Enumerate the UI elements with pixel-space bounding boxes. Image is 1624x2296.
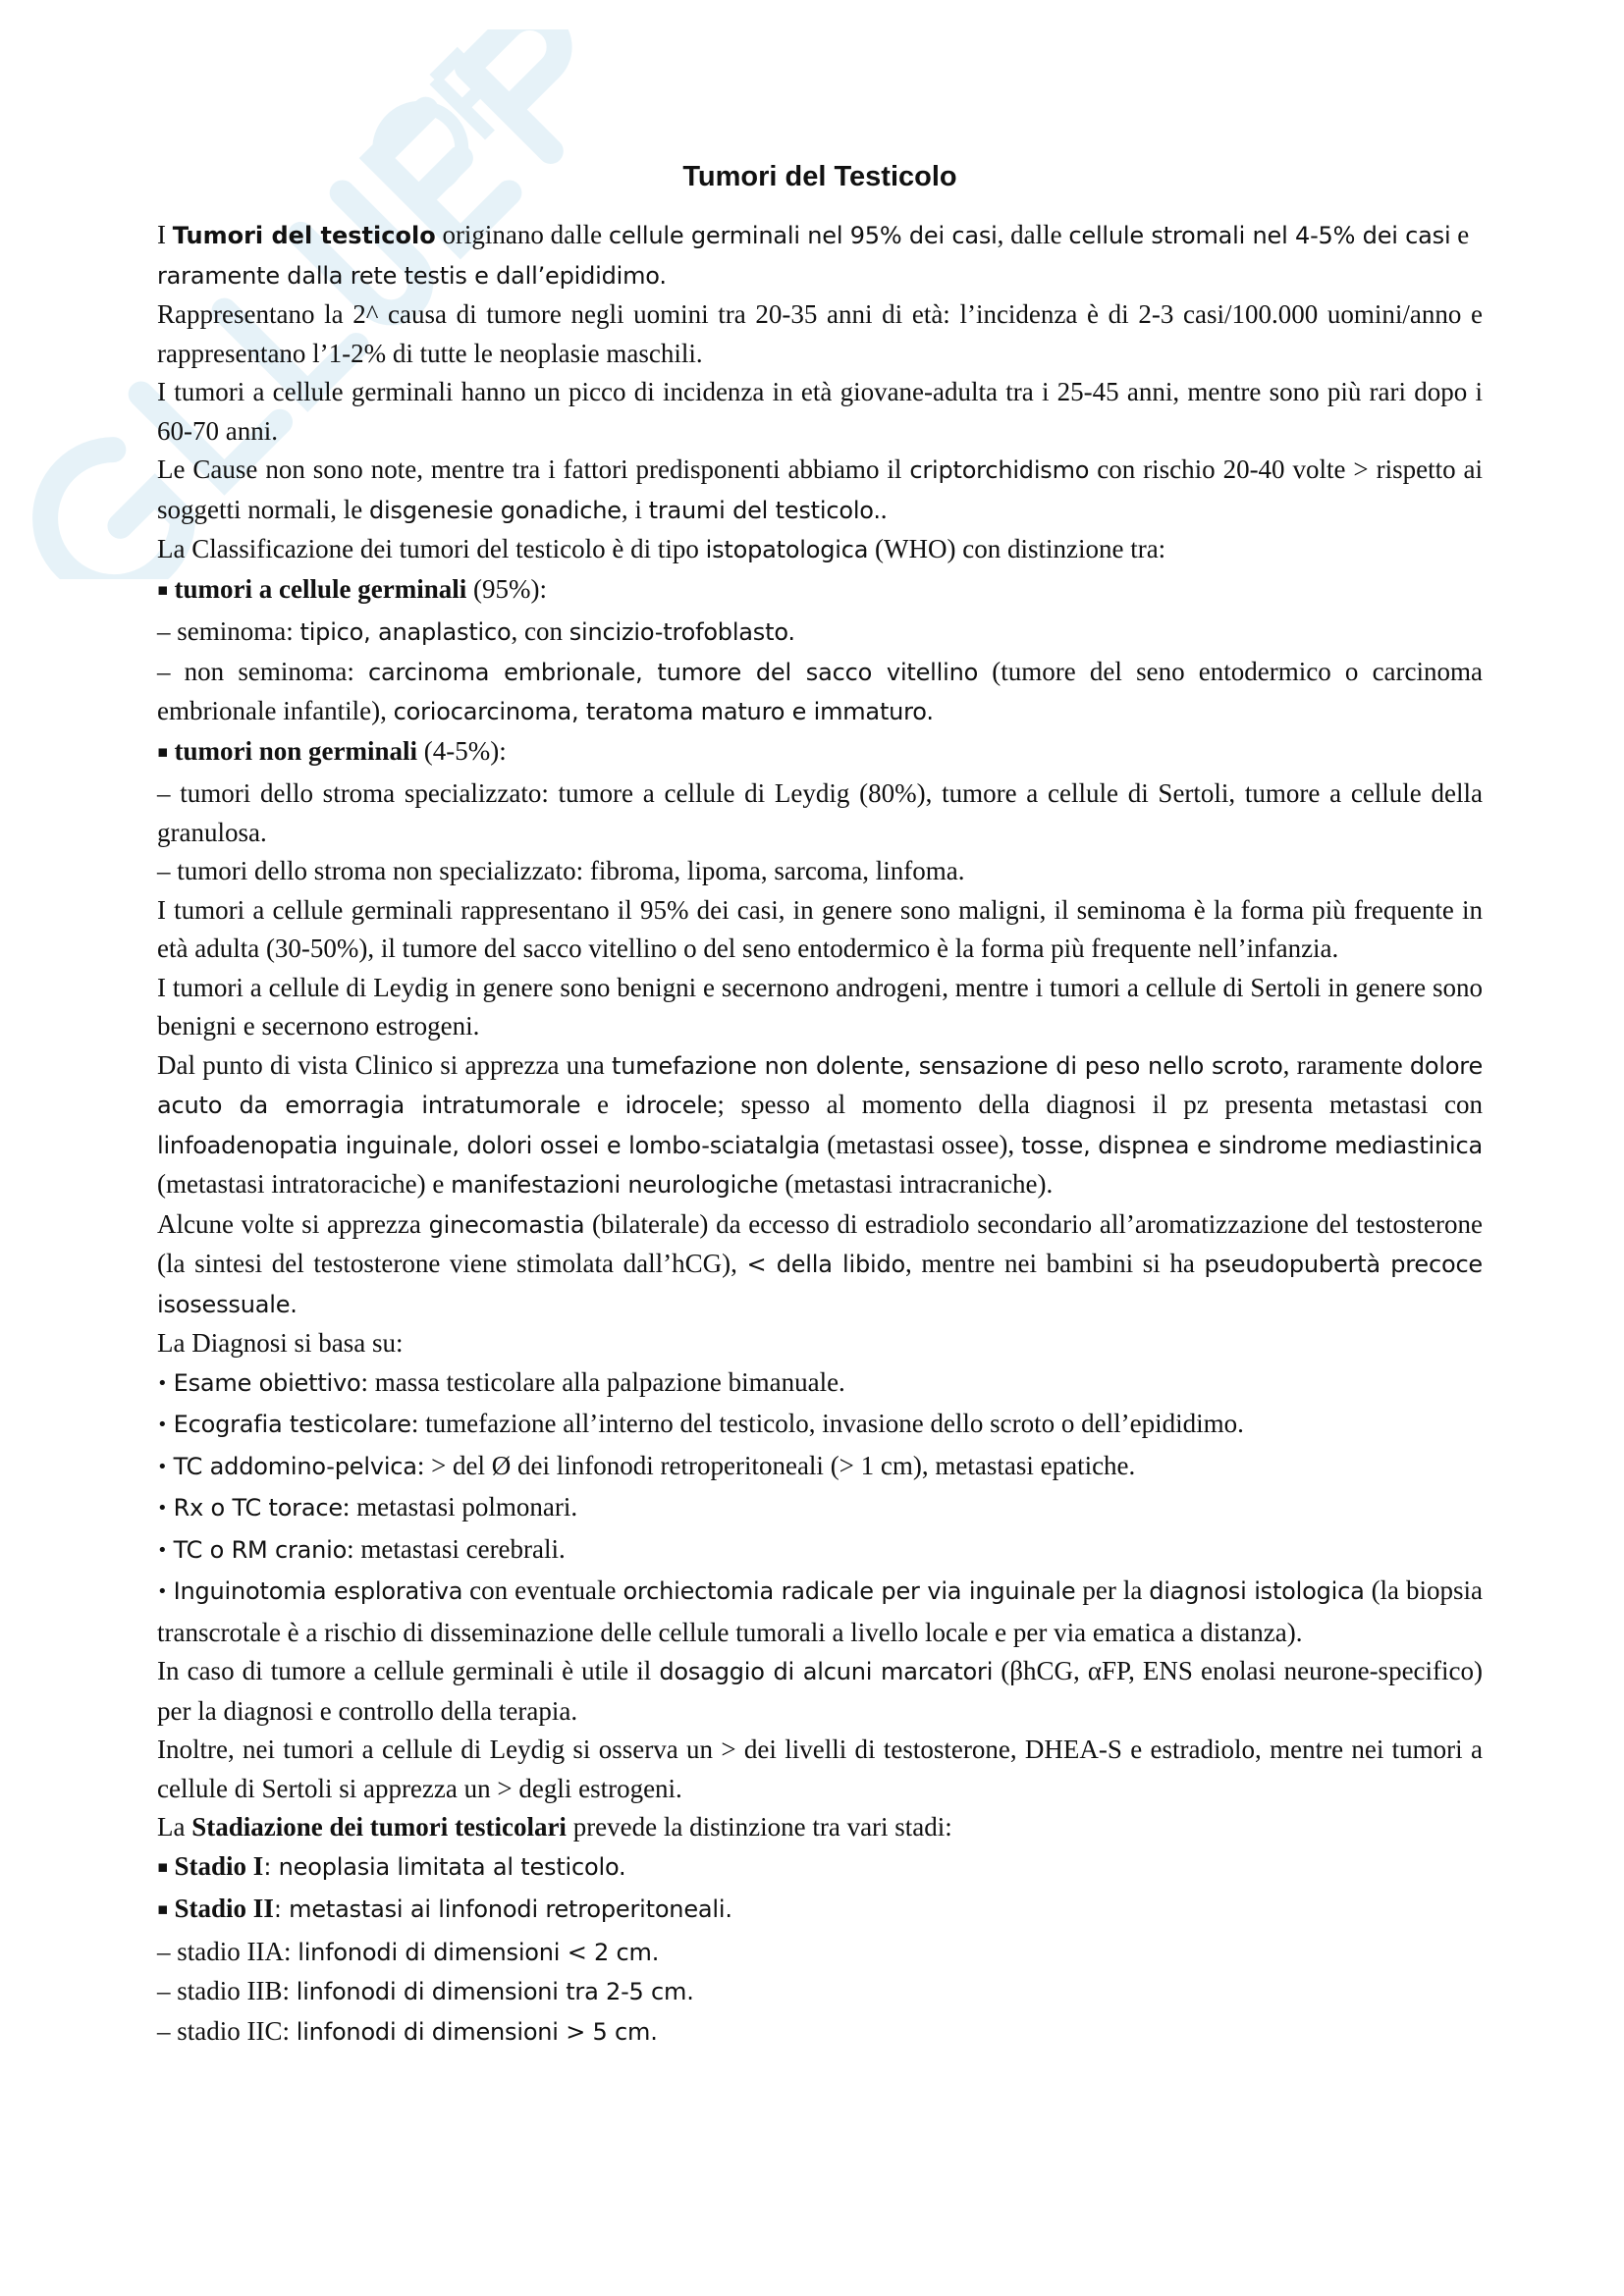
classification-paragraph	[157, 530, 1483, 570]
key-term: raramente dalla rete testis e dall’epididimo.	[157, 261, 667, 290]
text-run: Le Cause non sono note, mentre tra i fattori predisponenti abbiamo il	[157, 454, 910, 484]
age-peak-paragraph: I tumori a cellule germinali hanno un picco di incidenza in età giovane-adulta tra i 25-45 anni, mentre sono più rari dopo i 60-70 anni.	[157, 377, 1483, 446]
square-bullet-icon: ▪	[157, 741, 169, 762]
diagnosis-item	[157, 1488, 1483, 1530]
text-run: – non seminoma:	[157, 656, 369, 686]
text-run: (βhCG, αFP, ENS enolasi neurone-specifico) per la diagnosi e controllo della terapia.	[157, 1656, 1484, 1726]
key-term: Ecografia testicolare	[173, 1411, 411, 1438]
clinical-paragraph	[157, 1046, 1483, 1205]
text-run: In caso di tumore a cellule germinali è utile il	[157, 1656, 660, 1685]
square-bullet-icon: ▪	[157, 579, 169, 600]
list-heading: tumori a cellule germinali	[174, 573, 467, 604]
square-bullet-icon: ▪	[157, 1899, 169, 1919]
text-run: , con	[511, 616, 569, 646]
stage-label: Stadio II	[174, 1894, 274, 1923]
page-title: Tumori del Testicolo	[682, 161, 957, 192]
diagnosis-item	[157, 1530, 1483, 1573]
key-term: < della libido	[746, 1251, 906, 1278]
text-run: (WHO) con distinzione tra:	[868, 534, 1166, 563]
non-germ-heading	[157, 732, 1483, 775]
key-term: orchiectomia radicale per via inguinale	[623, 1577, 1076, 1605]
key-term: sincizio-trofoblasto.	[568, 618, 795, 646]
text-run: : metastasi polmonari.	[342, 1492, 578, 1522]
substage-text: linfonodi di dimensioni > 5 cm.	[296, 2017, 658, 2046]
text-run: I	[157, 220, 173, 249]
diagnosis-intro: La Diagnosi si basa su:	[157, 1328, 404, 1358]
seminoma-item	[157, 613, 1483, 653]
text-run: (la biopsia transcrotale è a rischio di disseminazione delle cellule tumorali a livello locale e per via ematica a distanza).	[157, 1575, 1483, 1647]
key-term: criptorchidismo	[909, 456, 1090, 484]
list-heading: tumori non germinali	[174, 735, 418, 766]
text-run: – seminoma:	[157, 616, 300, 646]
text-run: prevede la distinzione tra vari stadi:	[566, 1812, 952, 1842]
key-term: cellule stromali nel 4-5% dei casi	[1068, 222, 1451, 249]
key-term: tumefazione non dolente, sensazione di peso nello scroto	[611, 1051, 1283, 1080]
text-run: (metastasi intracraniche).	[778, 1169, 1054, 1199]
specialized-stroma-item: – tumori dello stroma specializzato: tumore a cellule di Leydig (80%), tumore a cellule di Sertoli, tumore a cellule della granulosa.	[157, 778, 1483, 847]
text-run: e	[1450, 220, 1470, 249]
text-run: e	[580, 1090, 625, 1119]
text-run: (bilaterale) da eccesso di estradiolo secondario all’aromatizzazione del testosterone (la sintesi del testosterone viene stimolata dall’hCG),	[157, 1208, 1484, 1278]
dot-bullet-icon: •	[157, 1372, 168, 1394]
intro-paragraph	[157, 216, 1483, 295]
text-run: : metastasi cerebrali.	[347, 1533, 566, 1564]
key-term: carcinoma embrionale, tumore del sacco vitellino	[368, 658, 979, 686]
text-run: , i	[621, 494, 649, 524]
document-body	[157, 157, 1483, 2052]
markers-paragraph	[157, 1652, 1483, 1731]
square-bullet-icon: ▪	[157, 1856, 169, 1877]
key-term: TC o RM cranio	[173, 1535, 348, 1564]
key-term: Rx o TC torace	[173, 1494, 343, 1522]
stage-text: : metastasi ai linfonodi retroperitoneali.	[273, 1896, 732, 1923]
key-term: linfoadenopatia inguinale, dolori ossei e lombo-sciatalgia	[157, 1131, 821, 1159]
diagnosis-item	[157, 1363, 1483, 1406]
key-term: dosaggio di alcuni marcatori	[659, 1658, 994, 1685]
diagnosis-item	[157, 1405, 1483, 1447]
causes-paragraph	[157, 451, 1483, 530]
stage-text: : neoplasia limitata al testicolo.	[263, 1852, 626, 1881]
substage-label: – stadio IIB:	[157, 1976, 297, 2005]
non-seminoma-item	[157, 653, 1483, 732]
substage-item	[157, 2012, 1483, 2053]
substage-label: – stadio IIA:	[157, 1936, 298, 1966]
key-term: tosse, dispnea e sindrome mediastinica	[1021, 1131, 1484, 1159]
diagnosis-item	[157, 1447, 1483, 1489]
text-run: Dal punto di vista Clinico si apprezza una	[157, 1049, 612, 1080]
staging-paragraph	[157, 1808, 1483, 1847]
key-term: coriocarcinoma, teratoma maturo e immaturo.	[393, 698, 934, 725]
text-run: (4-5%):	[417, 735, 507, 766]
dot-bullet-icon: •	[157, 1415, 168, 1435]
text-run: originano dalle	[435, 220, 609, 249]
text-run: (tumore del seno entodermico o carcinoma embrionale infantile),	[157, 656, 1484, 725]
text-run: ; spesso al momento della diagnosi il pz presenta metastasi con	[717, 1090, 1484, 1119]
key-term: traumi del testicolo.	[648, 496, 881, 524]
key-term: cellule germinali nel 95% dei casi	[608, 222, 998, 249]
dot-bullet-icon: •	[157, 1498, 168, 1519]
text-run: .	[880, 494, 888, 524]
key-term: pseudopubertà precoce isosessuale.	[157, 1251, 1483, 1318]
text-run: (metastasi intratoraciche) e	[157, 1169, 452, 1199]
stage-item	[157, 1847, 1483, 1891]
key-term: Tumori del testicolo	[172, 222, 436, 249]
text-run: La	[157, 1812, 192, 1842]
leydig-sertoli-paragraph: I tumori a cellule di Leydig in genere sono benigni e secernono androgeni, mentre i tumori a cellule di Sertoli in genere sono benigni e secernono estrogeni.	[157, 972, 1483, 1041]
substage-text: linfonodi di dimensioni tra 2-5 cm.	[296, 1978, 694, 2005]
key-term: disgenesie gonadiche	[368, 496, 622, 524]
dot-bullet-icon: •	[157, 1581, 168, 1602]
key-term: idrocele	[624, 1092, 718, 1119]
key-term: ginecomastia	[428, 1210, 585, 1239]
text-run: con rischio 20-40 volte > rispetto ai soggetti normali, le	[157, 454, 1483, 524]
substage-label: – stadio IIC:	[157, 2015, 297, 2046]
substage-item	[157, 1972, 1483, 2012]
key-term: istopatologica	[705, 536, 869, 563]
key-term: Inguinotomia esplorativa	[173, 1577, 463, 1605]
key-term: dolore acuto da emorragia intratumorale	[157, 1051, 1484, 1119]
text-run: Alcune volte si apprezza	[157, 1208, 429, 1239]
text-run: per la	[1075, 1575, 1150, 1605]
text-run: La Classificazione dei tumori del testicolo è di tipo	[157, 534, 706, 563]
text-run: : tumefazione all’interno del testicolo, invasione dello scroto o dell’epididimo.	[410, 1409, 1244, 1438]
hormones-paragraph: Inoltre, nei tumori a cellule di Leydig si osserva un > dei livelli di testosterone, DHEA-S e estradiolo, mentre nei tumori a cellule di Sertoli si apprezza un > degli estrogeni.	[157, 1735, 1483, 1803]
key-term: Stadiazione dei tumori testicolari	[191, 1812, 567, 1842]
text-run: (metastasi ossee),	[820, 1129, 1022, 1159]
diagnosis-item	[157, 1572, 1483, 1652]
germ-cell-paragraph: I tumori a cellule germinali rappresentano il 95% dei casi, in genere sono maligni, il seminoma è la forma più frequente in età adulta (30-50%), il tumore del sacco vitellino o del seno entodermico è la forma più frequente nell’infanzia.	[157, 894, 1483, 963]
incidence-paragraph: Rappresentano la 2^ causa di tumore negli uomini tra 20-35 anni di età: l’incidenza è di 2-3 casi/100.000 uomini/anno e rappresentano l’1-2% di tutte le neoplasie maschili.	[157, 299, 1483, 368]
key-term: diagnosi istologica	[1149, 1577, 1365, 1605]
substage-text: linfonodi di dimensioni < 2 cm.	[298, 1938, 660, 1966]
dot-bullet-icon: •	[157, 1456, 168, 1477]
text-run: : massa testicolare alla palpazione bimanuale.	[360, 1366, 845, 1397]
germ-cell-heading	[157, 570, 1483, 614]
text-run: , mentre nei bambini si ha	[905, 1249, 1205, 1278]
text-run: con eventuale	[462, 1575, 623, 1605]
gynecomastia-paragraph	[157, 1205, 1483, 1325]
text-run: (95%):	[466, 573, 547, 604]
key-term: TC addomino-pelvica	[173, 1452, 417, 1480]
text-run: , raramente	[1282, 1049, 1410, 1080]
non-specialized-stroma-item: – tumori dello stroma non specializzato: fibroma, lipoma, sarcoma, linfoma.	[157, 856, 965, 885]
text-run: , dalle	[997, 220, 1069, 249]
stage-label: Stadio I	[174, 1850, 264, 1881]
key-term: Esame obiettivo	[173, 1368, 361, 1397]
substage-item	[157, 1933, 1483, 1973]
text-run: : > del Ø dei linfonodi retroperitoneali (> 1 cm), metastasi epatiche.	[416, 1450, 1136, 1480]
dot-bullet-icon: •	[157, 1539, 168, 1561]
key-term: tipico, anaplastico	[299, 618, 512, 646]
stage-item	[157, 1890, 1483, 1933]
key-term: manifestazioni neurologiche	[451, 1171, 779, 1199]
